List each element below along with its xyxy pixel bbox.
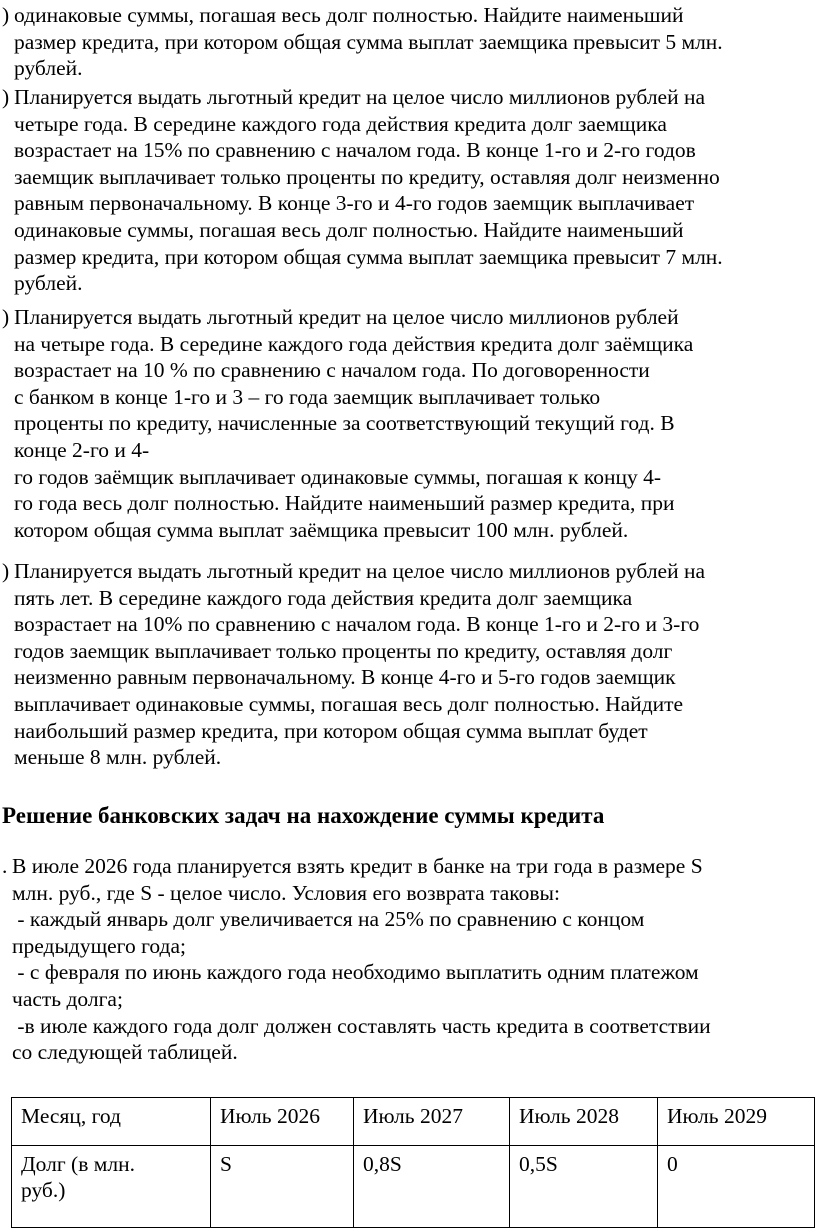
problem-4 [2,558,705,771]
table-cell: S [211,1146,354,1228]
table-cell: 0,8S [354,1146,510,1228]
table-header-cell: Июль 2026 [211,1098,354,1146]
text-line: наибольший размер кредита, при котором общая сумма выплат будет [14,718,648,743]
text-line: рублей. [14,271,83,296]
table-header-cell: Июль 2029 [658,1098,815,1146]
problem-2 [2,84,723,297]
text-line: годов заемщик выплачивает только проценты по кредиту, оставляя долг [14,638,673,663]
text-line: млн. руб., где S - целое число. Условия его возврата таковы: [12,880,560,905]
text-line: часть долга; [12,986,123,1011]
text-line: пять лет. В середине каждого года действия кредита долг заемщика [14,585,633,610]
text-line: Планируется выдать льготный кредит на целое число миллионов рублей на [14,85,706,109]
text-line: го годов заёмщик выплачивает одинаковые суммы, погашая к концу 4- [14,464,661,489]
task-statement [0,853,711,1066]
text-line: неизменно равным первоначальному. В конце 4-го и 5-го годов заемщик [14,665,676,690]
row-label-line: руб.) [21,1178,66,1202]
text-line: со следующей таблицей. [12,1040,238,1065]
problem-3 [2,304,693,543]
text-line: одинаковые суммы, погашая весь долг полностью. Найдите наименьший [14,3,684,27]
text-line: возрастает на 10 % по сравнению с началом года. По договоренности [14,358,650,383]
table-header-cell: Июль 2027 [354,1098,510,1146]
text-line: на четыре года. В середине каждого года действия кредита долг заёмщика [14,331,694,356]
text-line: предыдущего года; [12,933,186,958]
text-line: возрастает на 15% по сравнению с началом года. В конце 1-го и 2-го годов [14,138,696,163]
text-line: размер кредита, при котором общая сумма выплат заемщика превысит 7 млн. [14,244,723,269]
text-line: Планируется выдать льготный кредит на целое число миллионов рублей на [14,559,706,583]
section-heading: Решение банковских задач на нахождение суммы кредита [2,803,605,828]
task-marker: . [2,854,8,878]
problem-marker: ) [2,3,10,27]
text-line: возрастает на 10% по сравнению с началом года. В конце 1-го и 2-го и 3-го [14,612,700,637]
text-line: четыре года. В середине каждого года действия кредита долг заемщика [14,111,667,136]
row-label-line: Долг (в млн. [21,1152,135,1176]
row-label-cell [12,1146,211,1228]
text-line: с банком в конце 1-го и 3 – го года заемщик выплачивает только [14,384,601,409]
text-line: конце 2-го и 4- [14,437,150,462]
text-line: рублей. [14,56,83,81]
text-line: котором общая сумма выплат заёмщика превысит 100 млн. рублей. [14,517,629,542]
table-cell: 0 [658,1146,815,1228]
problem-marker: ) [2,559,10,583]
debt-schedule-table [11,1097,815,1228]
text-line: равным первоначальному. В конце 3-го и 4-го годов заемщик выплачивает [14,191,695,216]
text-line: одинаковые суммы, погашая весь долг полностью. Найдите наименьший [14,217,684,242]
text-line: выплачивает одинаковые суммы, погашая весь долг полностью. Найдите [14,691,684,716]
table-header-cell: Июль 2028 [510,1098,658,1146]
text-line: В июле 2026 года планируется взять кредит в банке на три года в размере S [12,854,703,878]
table-header-row [12,1098,815,1146]
table-cell: 0,5S [510,1146,658,1228]
text-line: меньше 8 млн. рублей. [14,745,222,770]
text-line: го года весь долг полностью. Найдите наименьший размер кредита, при [14,491,675,516]
text-line: -в июле каждого года долг должен составлять часть кредита в соответствии [12,1013,711,1038]
table-header-cell: Месяц, год [12,1098,211,1146]
text-line: Планируется выдать льготный кредит на целое число миллионов рублей [14,305,679,329]
text-line: проценты по кредиту, начисленные за соответствующий текущий год. В [14,411,675,436]
problem-marker: ) [2,85,10,109]
problem-1 [2,2,723,82]
text-line: - каждый январь долг увеличивается на 25% по сравнению с концом [12,907,645,932]
table-row [12,1146,815,1228]
text-line: - с февраля по июнь каждого года необходимо выплатить одним платежом [12,960,699,985]
problem-marker: ) [2,305,10,329]
text-line: размер кредита, при котором общая сумма выплат заемщика превысит 5 млн. [14,29,723,54]
text-line: заемщик выплачивает только проценты по кредиту, оставляя долг неизменно [14,164,720,189]
